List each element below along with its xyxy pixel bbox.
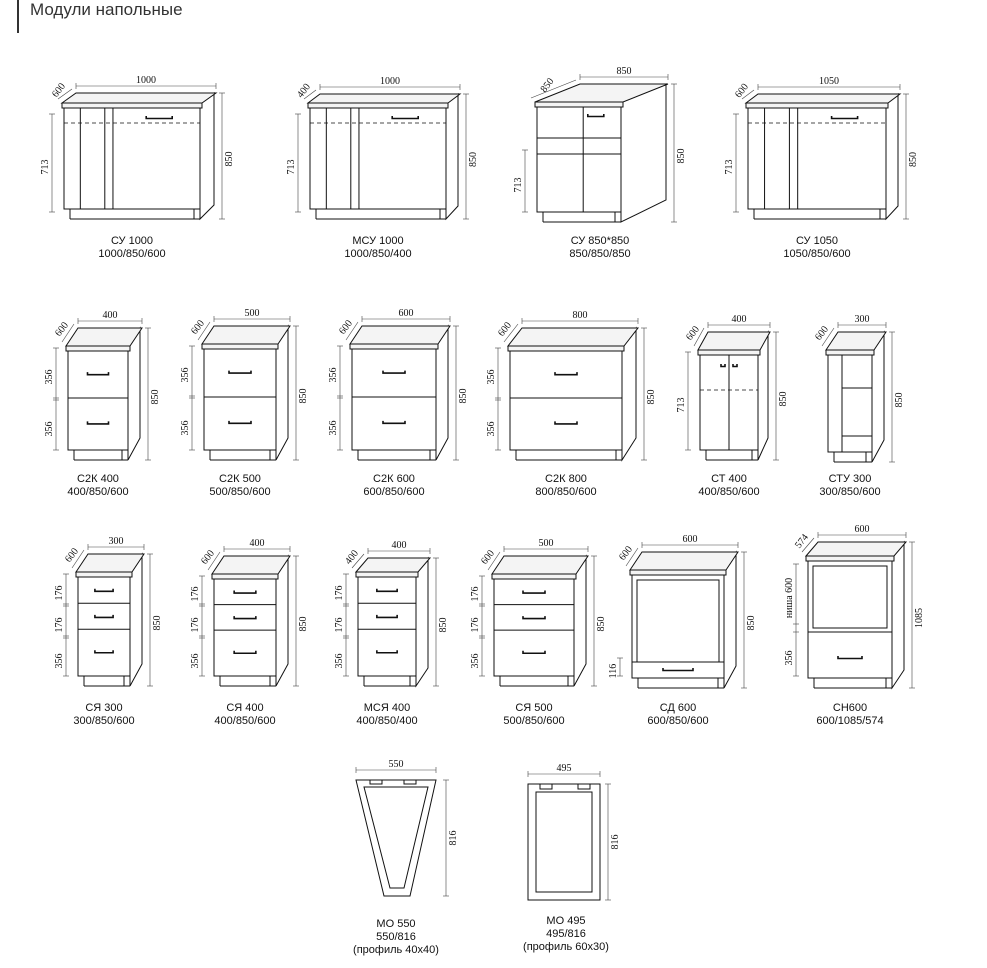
section-dimension: 713 — [724, 159, 735, 175]
depth-dimension: 600 — [63, 546, 81, 565]
width-dimension: 500 — [244, 308, 260, 319]
module-name: МО 550 — [376, 918, 416, 930]
depth-dimension: 400 — [343, 548, 361, 567]
module-dimensions: 300/850/600 — [73, 715, 135, 727]
section-dimension: 116 — [608, 663, 619, 679]
section-dimension: 356 — [328, 367, 339, 383]
section-dimension: 176 — [334, 585, 345, 601]
width-dimension: 550 — [388, 759, 404, 770]
module-name: СТ 400 — [711, 473, 747, 485]
module-note: (профиль 40х40) — [353, 944, 439, 956]
depth-dimension: 600 — [337, 318, 355, 337]
section-dimension: 356 — [44, 369, 55, 385]
height-dimension: 850 — [778, 391, 789, 407]
height-dimension: 850 — [468, 152, 479, 167]
module-dimensions: 400/850/600 — [67, 486, 129, 498]
height-dimension: 850 — [152, 615, 163, 631]
module-name: МСЯ 400 — [363, 702, 411, 714]
module-name: МО 495 — [546, 915, 586, 927]
module-su1000 — [40, 75, 235, 260]
height-dimension: 816 — [610, 834, 621, 850]
height-dimension: 850 — [150, 389, 161, 405]
module-name: СУ 850*850 — [570, 235, 630, 247]
module-st400 — [676, 314, 789, 498]
module-sd600 — [608, 534, 757, 727]
depth-dimension: 600 — [684, 324, 702, 343]
depth-dimension: 600 — [189, 318, 207, 337]
module-dimensions: 800/850/600 — [535, 486, 597, 498]
module-name: С2К 800 — [545, 473, 587, 485]
module-name: СЯ 400 — [226, 702, 264, 714]
height-dimension: 850 — [596, 616, 607, 632]
depth-dimension: 600 — [50, 81, 68, 100]
section-dimension: 176 — [334, 617, 345, 633]
module-dimensions: 1000/850/600 — [98, 248, 166, 260]
module-dimensions: 400/850/400 — [356, 715, 418, 727]
depth-dimension: 574 — [793, 532, 811, 551]
height-dimension: 850 — [676, 148, 687, 164]
module-name: СУ 1050 — [795, 235, 839, 247]
height-dimension: 816 — [448, 830, 459, 846]
module-s2k800 — [486, 310, 657, 498]
module-dimensions: 400/850/600 — [214, 715, 276, 727]
module-name: СУ 1000 — [110, 235, 154, 247]
section-dimension: 713 — [286, 159, 297, 175]
height-dimension: 850 — [298, 616, 309, 632]
module-dimensions: 850/850/850 — [569, 248, 631, 260]
height-dimension: 850 — [894, 392, 905, 408]
height-dimension: 850 — [298, 388, 309, 404]
depth-dimension: 600 — [813, 324, 831, 343]
height-dimension: 850 — [224, 151, 235, 167]
module-name: С2К 600 — [373, 473, 415, 485]
height-dimension: 850 — [908, 152, 919, 167]
module-mo495 — [523, 763, 621, 953]
module-name: СН600 — [832, 702, 868, 714]
section-dimension: 356 — [44, 421, 55, 437]
module-dimensions: 400/850/600 — [698, 486, 760, 498]
module-name: СЯ 300 — [85, 702, 123, 714]
section-dimension: 356 — [180, 367, 191, 383]
module-dimensions: 1000/850/400 — [344, 248, 412, 260]
module-s2k500 — [180, 308, 309, 498]
section-dimension: 176 — [54, 617, 65, 633]
module-sya300 — [54, 536, 163, 727]
width-dimension: 400 — [102, 310, 118, 321]
depth-dimension: 600 — [496, 320, 514, 339]
width-dimension: 1000 — [136, 75, 156, 86]
module-dimensions: 1050/850/600 — [783, 248, 851, 260]
module-name: СТУ 300 — [828, 473, 872, 485]
section-dimension: 176 — [190, 617, 201, 633]
module-dimensions: 550/816 — [376, 931, 416, 943]
section-dimension: 713 — [513, 177, 524, 193]
section-dimension: 176 — [470, 617, 481, 633]
height-dimension: 850 — [746, 615, 757, 631]
module-s2k400 — [44, 310, 161, 498]
module-name: СД 600 — [659, 702, 697, 714]
width-dimension: 600 — [398, 308, 414, 319]
section-dimension: 356 — [190, 653, 201, 669]
module-note: (профиль 60х30) — [523, 941, 609, 953]
module-name: СЯ 500 — [515, 702, 553, 714]
section-dimension: 356 — [334, 653, 345, 669]
module-stu300 — [813, 314, 905, 498]
module-dimensions: 300/850/600 — [819, 486, 881, 498]
module-sya400 — [190, 538, 309, 727]
page-title: Модули напольные — [30, 0, 183, 19]
section-dimension: 356 — [54, 653, 65, 669]
module-dimensions: 500/850/600 — [209, 486, 271, 498]
module-dimensions: 495/816 — [546, 928, 586, 940]
module-su1050 — [724, 76, 919, 260]
section-dimension: 713 — [40, 159, 51, 175]
height-dimension: 1085 — [914, 608, 925, 628]
section-dimension: 356 — [328, 420, 339, 436]
depth-dimension: 600 — [199, 548, 217, 567]
module-dimensions: 600/850/600 — [647, 715, 709, 727]
section-dimension: 176 — [470, 586, 481, 602]
module-dimensions: 500/850/600 — [503, 715, 565, 727]
module-name: С2К 400 — [77, 473, 119, 485]
width-dimension: 495 — [556, 763, 572, 774]
depth-dimension: 600 — [479, 548, 497, 567]
section-dimension: 176 — [190, 586, 201, 602]
depth-dimension: 600 — [617, 544, 635, 563]
module-sn600 — [784, 524, 925, 727]
section-dimension: 176 — [54, 585, 65, 601]
module-msya400 — [334, 540, 449, 727]
width-dimension: 300 — [108, 536, 124, 547]
section-dimension: 356 — [470, 653, 481, 669]
section-dimension: 356 — [486, 421, 497, 437]
width-dimension: 850 — [616, 66, 632, 77]
depth-dimension: 400 — [295, 81, 313, 101]
width-dimension: 400 — [391, 540, 407, 551]
width-dimension: 600 — [682, 534, 698, 545]
width-dimension: 800 — [572, 310, 588, 321]
module-dimensions: 600/850/600 — [363, 486, 425, 498]
module-name: С2К 500 — [219, 473, 261, 485]
module-dimensions: 600/1085/574 — [816, 715, 884, 727]
module-name: МСУ 1000 — [352, 235, 404, 247]
section-dimension: 356 — [784, 650, 795, 666]
module-s2k600 — [328, 308, 469, 498]
module-mo550 — [353, 759, 459, 956]
section-dimension: 356 — [486, 369, 497, 385]
width-dimension: 1050 — [819, 76, 839, 87]
width-dimension: 400 — [731, 314, 747, 325]
depth-dimension: 600 — [733, 81, 751, 101]
module-sya500 — [470, 538, 607, 727]
height-dimension: 850 — [458, 388, 469, 404]
width-dimension: 300 — [854, 314, 870, 325]
module-msu1000 — [286, 76, 479, 260]
section-dimension: 356 — [180, 420, 191, 436]
height-dimension: 850 — [438, 617, 449, 633]
width-dimension: 600 — [854, 524, 870, 535]
width-dimension: 400 — [249, 538, 265, 549]
width-dimension: 500 — [538, 538, 554, 549]
depth-dimension: 850 — [538, 76, 557, 95]
height-dimension: 850 — [646, 389, 657, 405]
section-dimension: 713 — [676, 397, 687, 413]
section-dimension: ниша 600 — [784, 577, 795, 619]
depth-dimension: 600 — [53, 320, 71, 339]
module-su850 — [513, 66, 687, 260]
width-dimension: 1000 — [380, 76, 400, 87]
